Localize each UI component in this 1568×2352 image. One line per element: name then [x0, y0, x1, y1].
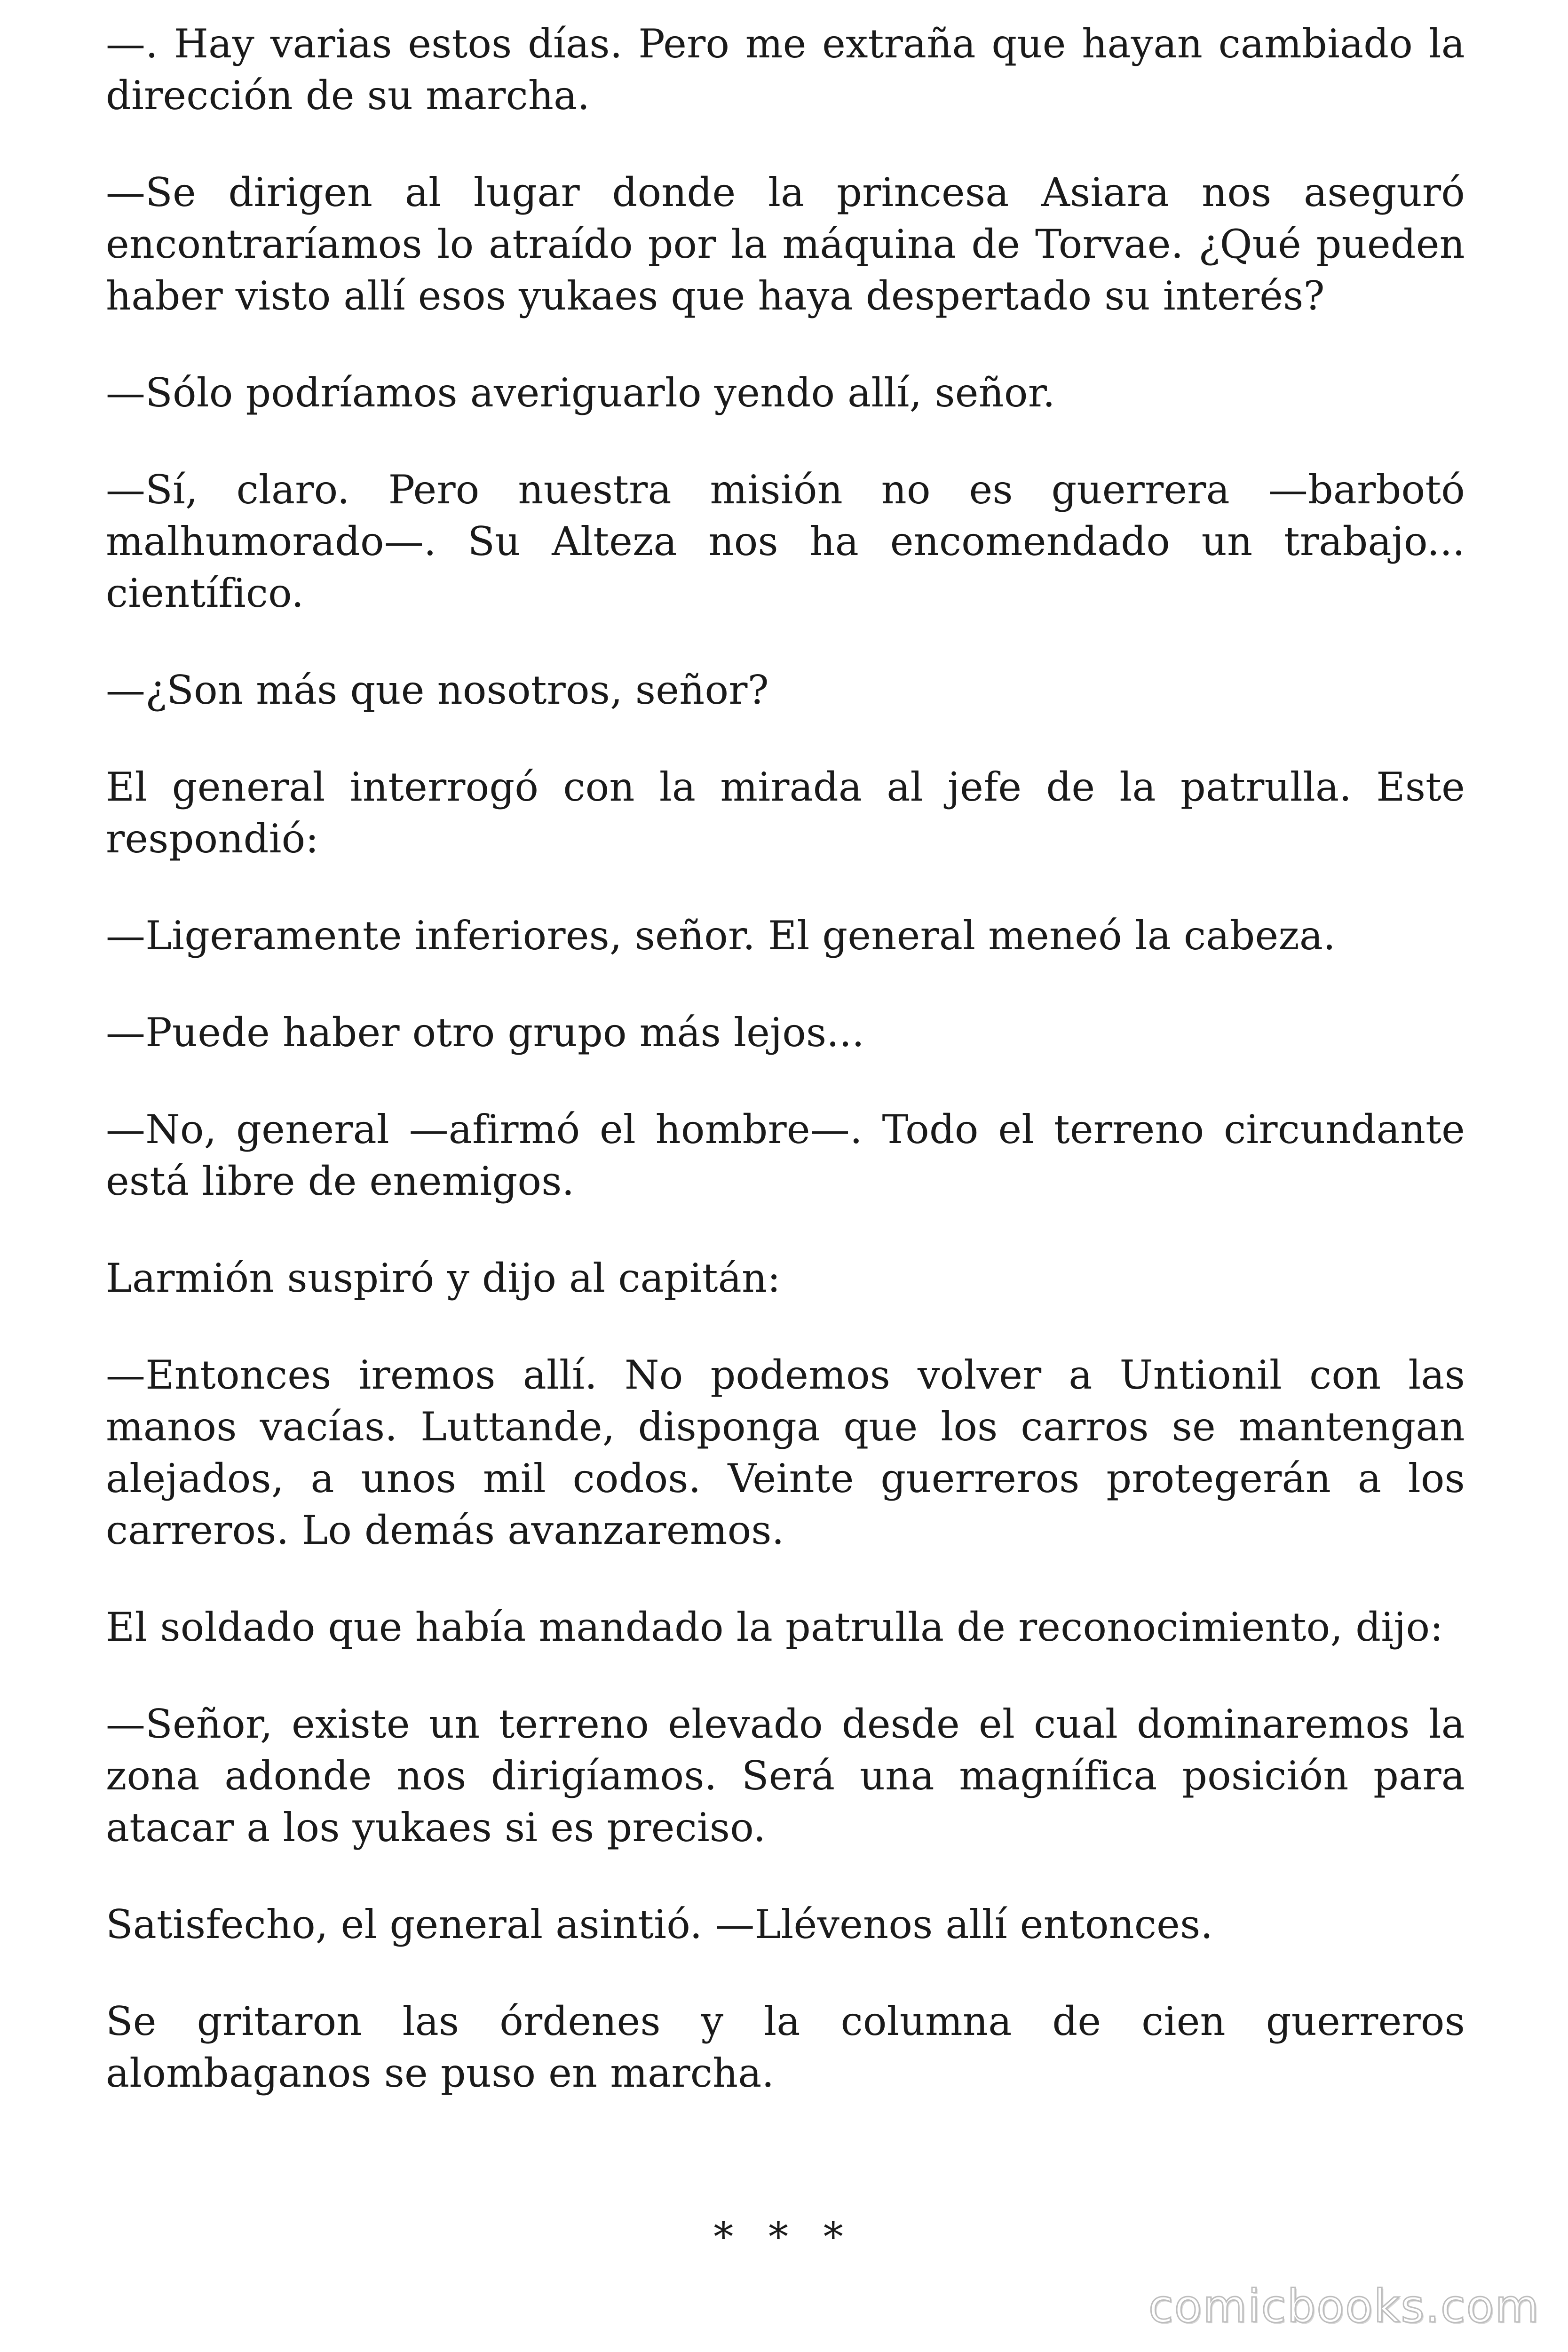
paragraph: —Entonces iremos allí. No podemos volver a Untionil con las manos vacías. Luttande, disponga que los carros se mantengan alejados, a unos mil codos. Veinte guerreros protegerán a los carreros. Lo demás avanzaremos. [106, 1352, 1465, 1553]
paragraph: —Señor, existe un terreno elevado desde el cual dominaremos la zona adonde nos dirigíamos. Será una magnífica posición para atacar a los yukaes si es preciso. [106, 1701, 1465, 1851]
paragraph: —Se dirigen al lugar donde la princesa Asiara nos aseguró encontraríamos lo atraído por la máquina de Torvae. ¿Qué pueden haber visto allí esos yukaes que haya despertado su interés? [106, 169, 1465, 319]
paragraph: —No, general —afirmó el hombre—. Todo el terreno circundante está libre de enemigos. [106, 1106, 1465, 1204]
paragraph: Larmión suspiró y dijo al capitán: [106, 1255, 781, 1301]
paragraph: —Ligeramente inferiores, señor. El general meneó la cabeza. [106, 913, 1336, 959]
section-separator: * * * [713, 2214, 855, 2260]
document-body [106, 18, 1465, 2144]
paragraph: —Puede haber otro grupo más lejos... [106, 1009, 865, 1056]
paragraph: —. Hay varias estos días. Pero me extraña que hayan cambiado la dirección de su marcha. [106, 21, 1465, 119]
paragraph: —¿Son más que nosotros, señor? [106, 667, 769, 713]
paragraph: El general interrogó con la mirada al jefe de la patrulla. Este respondió: [106, 764, 1465, 862]
paragraph: —Sólo podríamos averiguarlo yendo allí, señor. [106, 370, 1055, 416]
paragraph: El soldado que había mandado la patrulla de reconocimiento, dijo: [106, 1604, 1443, 1650]
paragraph: Se gritaron las órdenes y la columna de cien guerreros alombaganos se puso en marcha. [106, 1998, 1465, 2096]
paragraph: —Sí, claro. Pero nuestra misión no es guerrera —barbotó malhumorado—. Su Alteza nos ha encomendado un trabajo... científico. [106, 467, 1465, 616]
paragraph: Satisfecho, el general asintió. —Llévenos allí entonces. [106, 1901, 1213, 1947]
watermark-logo: comicbooks.com [1148, 2280, 1540, 2333]
